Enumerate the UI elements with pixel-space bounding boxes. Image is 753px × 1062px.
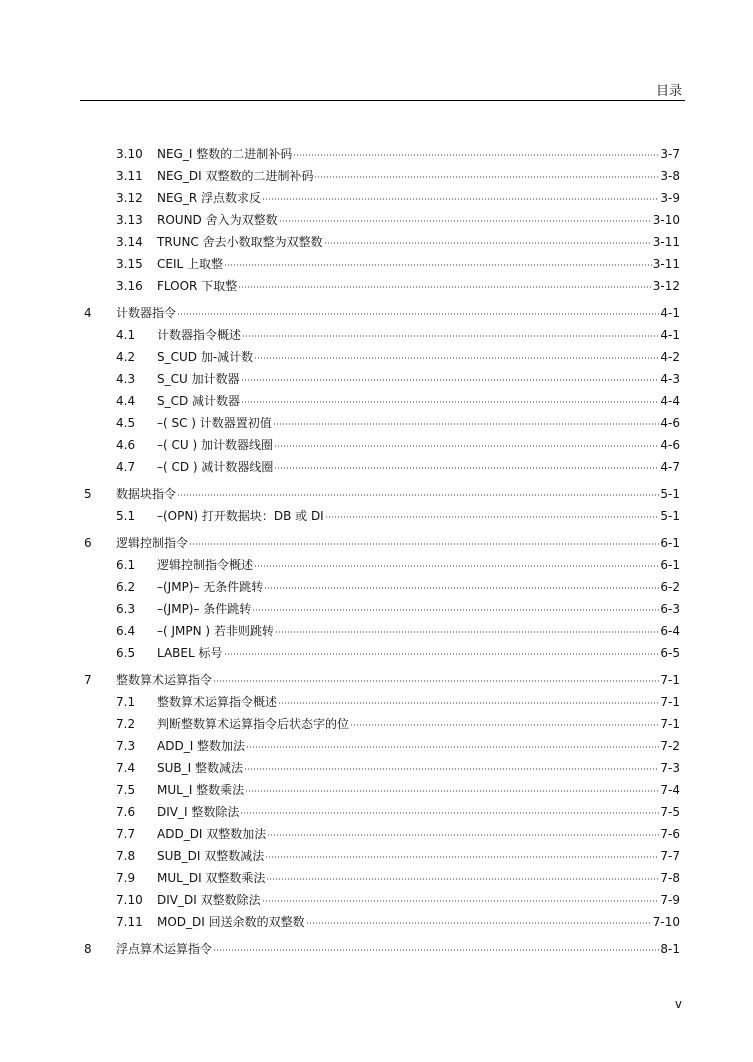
toc-entry-number: 4.1 [116, 328, 136, 342]
toc-dot-leader [177, 313, 659, 315]
toc-entry-page: 7-4 [660, 783, 680, 797]
toc-entry-number: 6.2 [116, 580, 136, 594]
toc-entry-page: 4-4 [660, 394, 680, 408]
toc-entry[interactable] [116, 868, 680, 888]
toc-entry-title: 整数算术运算指令 [116, 673, 213, 687]
toc-entry-title: –( SC ) 计数器置初值 [157, 416, 272, 430]
toc-entry-number: 3.15 [116, 257, 143, 271]
toc-dot-leader [245, 790, 659, 792]
toc-entry-page: 4-6 [660, 438, 680, 452]
toc-entry-title: DIV_DI 双整数除法 [157, 893, 261, 907]
toc-entry-number: 7.7 [116, 827, 136, 841]
toc-entry-page: 6-1 [660, 558, 680, 572]
toc-entry[interactable] [116, 369, 680, 389]
toc-entry-number: 5.1 [116, 509, 136, 523]
toc-entry[interactable] [116, 912, 680, 932]
toc-entry-page: 3-11 [652, 235, 680, 249]
toc-entry-page: 4-1 [660, 328, 680, 342]
toc-entry[interactable] [116, 144, 680, 164]
toc-entry-title: LABEL 标号 [157, 646, 223, 660]
toc-entry-title: ADD_DI 双整数加法 [157, 827, 267, 841]
toc-entry-page: 7-1 [660, 673, 680, 687]
toc-entry-title: S_CUD 加-减计数 [157, 350, 254, 364]
toc-entry-number: 4.5 [116, 416, 136, 430]
toc-entry-page: 6-5 [660, 646, 680, 660]
toc-dot-leader [246, 746, 659, 748]
toc-entry[interactable] [116, 643, 680, 663]
toc-entry-title: 浮点算术运算指令 [116, 942, 213, 956]
toc-entry[interactable] [84, 670, 680, 690]
toc-dot-leader [252, 609, 659, 611]
toc-dot-leader [213, 680, 659, 682]
toc-entry-title: MUL_I 整数乘法 [157, 783, 245, 797]
toc-entry-page: 6-1 [660, 536, 680, 550]
toc-entry[interactable] [116, 276, 680, 296]
toc-entry-page: 3-9 [660, 191, 680, 205]
toc-entry-page: 6-4 [660, 624, 680, 638]
toc-entry-number: 7.4 [116, 761, 136, 775]
toc-entry-number: 4 [84, 306, 92, 320]
toc-entry[interactable] [116, 506, 680, 526]
toc-dot-leader [254, 357, 659, 359]
toc-dot-leader [266, 878, 659, 880]
toc-dot-leader [242, 335, 659, 337]
toc-entry[interactable] [116, 347, 680, 367]
toc-entry-title: –(JMP)– 条件跳转 [157, 602, 252, 616]
toc-dot-leader [306, 922, 652, 924]
toc-entry-number: 7.11 [116, 915, 143, 929]
toc-entry-title: 逻辑控制指令 [116, 536, 189, 550]
toc-entry-number: 6.5 [116, 646, 136, 660]
toc-entry-title: NEG_I 整数的二进制补码 [157, 147, 293, 161]
toc-dot-leader [267, 834, 659, 836]
toc-dot-leader [274, 445, 659, 447]
toc-entry[interactable] [116, 457, 680, 477]
toc-entry-number: 8 [84, 942, 92, 956]
toc-entry-page: 7-1 [660, 695, 680, 709]
toc-dot-leader [274, 467, 659, 469]
toc-entry-page: 6-2 [660, 580, 680, 594]
toc-entry-page: 7-9 [660, 893, 680, 907]
toc-entry[interactable] [84, 303, 680, 323]
toc-entry-page: 3-11 [652, 257, 680, 271]
toc-dot-leader [254, 565, 659, 567]
toc-entry-number: 4.7 [116, 460, 136, 474]
toc-entry-number: 3.13 [116, 213, 143, 227]
toc-entry-page: 4-7 [660, 460, 680, 474]
toc-entry-page: 5-1 [660, 509, 680, 523]
toc-entry-number: 4.4 [116, 394, 136, 408]
toc-entry-number: 7.6 [116, 805, 136, 819]
toc-dot-leader [241, 379, 660, 381]
toc-entry-title: –( JMPN ) 若非则跳转 [157, 624, 274, 638]
toc-entry-title: 逻辑控制指令概述 [157, 558, 254, 572]
toc-entry-page: 7-8 [660, 871, 680, 885]
toc-entry-page: 7-1 [660, 717, 680, 731]
toc-entry-title: TRUNC 舍去小数取整为双整数 [157, 235, 323, 249]
toc-entry-page: 4-2 [660, 350, 680, 364]
toc-dot-leader [262, 198, 659, 200]
toc-entry-number: 7.5 [116, 783, 136, 797]
toc-entry[interactable] [116, 802, 680, 822]
toc-entry-title: DIV_I 整数除法 [157, 805, 240, 819]
toc-entry-number: 6.4 [116, 624, 136, 638]
toc-dot-leader [264, 587, 659, 589]
toc-entry-title: –(OPN) 打开数据块：DB 或 DI [157, 509, 324, 523]
toc-entry[interactable] [116, 599, 680, 619]
toc-entry[interactable] [116, 435, 680, 455]
toc-entry-number: 7.8 [116, 849, 136, 863]
toc-entry-number: 6.3 [116, 602, 136, 616]
toc-entry-page: 7-10 [652, 915, 680, 929]
toc-entry[interactable] [116, 232, 680, 252]
toc-entry-number: 6.1 [116, 558, 136, 572]
toc-entry-title: FLOOR 下取整 [157, 279, 238, 293]
toc-dot-leader [244, 768, 659, 770]
toc-entry-title: CEIL 上取整 [157, 257, 224, 271]
toc-entry-title: NEG_DI 双整数的二进制补码 [157, 169, 314, 183]
toc-entry-page: 3-8 [660, 169, 680, 183]
toc-entry-title: S_CU 加计数器 [157, 372, 240, 386]
toc-dot-leader [224, 264, 652, 266]
toc-entry-title: 计数器指令概述 [157, 328, 242, 342]
toc-entry-number: 3.11 [116, 169, 143, 183]
toc-entry-title: NEG_R 浮点数求反 [157, 191, 262, 205]
toc-entry-title: 数据块指令 [116, 487, 177, 501]
toc-entry-number: 7.1 [116, 695, 136, 709]
toc-entry[interactable] [116, 210, 680, 230]
toc-entry-page: 7-3 [660, 761, 680, 775]
toc-entry-page: 6-3 [660, 602, 680, 616]
toc-entry[interactable] [116, 714, 680, 734]
toc-entry[interactable] [116, 846, 680, 866]
toc-entry-number: 7.3 [116, 739, 136, 753]
toc-entry[interactable] [116, 692, 680, 712]
header-rule [80, 100, 685, 101]
toc-entry-page: 7-7 [660, 849, 680, 863]
page-header-title: 目录 [655, 84, 682, 99]
toc-entry-number: 6 [84, 536, 92, 550]
toc-entry-page: 4-3 [660, 372, 680, 386]
toc-entry-page: 7-2 [660, 739, 680, 753]
toc-entry[interactable] [116, 824, 680, 844]
toc-entry-page: 4-6 [660, 416, 680, 430]
toc-entry[interactable] [116, 780, 680, 800]
toc-entry[interactable] [116, 254, 680, 274]
toc-entry-title: 整数算术运算指令概述 [157, 695, 278, 709]
toc-dot-leader [177, 494, 659, 496]
toc-entry-number: 4.3 [116, 372, 136, 386]
toc-entry-number: 5 [84, 487, 92, 501]
toc-entry-number: 7 [84, 673, 92, 687]
toc-entry-title: –(JMP)– 无条件跳转 [157, 580, 264, 594]
toc-entry-number: 3.12 [116, 191, 143, 205]
toc-entry-number: 4.2 [116, 350, 136, 364]
toc-entry-page: 4-1 [660, 306, 680, 320]
toc-entry-page: 7-5 [660, 805, 680, 819]
toc-entry-title: –( CU ) 加计数器线圈 [157, 438, 273, 452]
toc-dot-leader [241, 401, 659, 403]
toc-entry-number: 3.16 [116, 279, 143, 293]
toc-entry[interactable] [116, 413, 680, 433]
toc-entry-number: 3.14 [116, 235, 143, 249]
toc-entry-title: –( CD ) 减计数器线圈 [157, 460, 274, 474]
toc-entry[interactable] [116, 758, 680, 778]
toc-entry[interactable] [84, 484, 680, 504]
toc-entry[interactable] [116, 555, 680, 575]
toc-entry-number: 3.10 [116, 147, 143, 161]
toc-entry[interactable] [84, 533, 680, 553]
toc-entry[interactable] [116, 188, 680, 208]
footer-page-number: v [674, 997, 682, 1011]
toc-entry-page: 3-10 [652, 213, 680, 227]
toc-entry[interactable] [116, 325, 680, 345]
toc-dot-leader [293, 154, 659, 156]
toc-entry-page: 5-1 [660, 487, 680, 501]
toc-entry[interactable] [116, 166, 680, 186]
toc-entry-page: 3-12 [652, 279, 680, 293]
toc-dot-leader [275, 631, 659, 633]
toc-entry[interactable] [116, 890, 680, 910]
toc-entry-title: ROUND 舍入为双整数 [157, 213, 278, 227]
toc-dot-leader [350, 724, 659, 726]
toc-entry-title: MUL_DI 双整数乘法 [157, 871, 266, 885]
toc-dot-leader [278, 702, 659, 704]
toc-dot-leader [265, 856, 659, 858]
toc-entry-page: 8-1 [660, 942, 680, 956]
toc-dot-leader [262, 900, 660, 902]
toc-dot-leader [189, 543, 659, 545]
toc-dot-leader [279, 220, 652, 222]
toc-entry-title: MOD_DI 回送余数的双整数 [157, 915, 305, 929]
toc-entry[interactable] [116, 391, 680, 411]
toc-dot-leader [314, 176, 659, 178]
toc-entry-page: 3-7 [660, 147, 680, 161]
toc-dot-leader [324, 242, 652, 244]
toc-dot-leader [238, 286, 652, 288]
toc-dot-leader [240, 812, 659, 814]
toc-entry-number: 4.6 [116, 438, 136, 452]
toc-entry[interactable] [84, 939, 680, 959]
toc-dot-leader [325, 516, 660, 518]
toc-dot-leader [273, 423, 660, 425]
toc-dot-leader [213, 949, 659, 951]
toc-entry-title: ADD_I 整数加法 [157, 739, 246, 753]
toc-entry-number: 7.9 [116, 871, 136, 885]
toc-entry-page: 7-6 [660, 827, 680, 841]
toc-entry[interactable] [116, 621, 680, 641]
toc-entry-title: 计数器指令 [116, 306, 177, 320]
toc-entry-number: 7.2 [116, 717, 136, 731]
toc-entry[interactable] [116, 577, 680, 597]
toc-entry-title: SUB_DI 双整数减法 [157, 849, 265, 863]
toc-entry-title: 判断整数算术运算指令后状态字的位 [157, 717, 350, 731]
toc-entry-number: 7.10 [116, 893, 143, 907]
toc-entry[interactable] [116, 736, 680, 756]
toc-entry-title: S_CD 减计数器 [157, 394, 241, 408]
toc-entry-title: SUB_I 整数减法 [157, 761, 243, 775]
toc-dot-leader [224, 653, 660, 655]
